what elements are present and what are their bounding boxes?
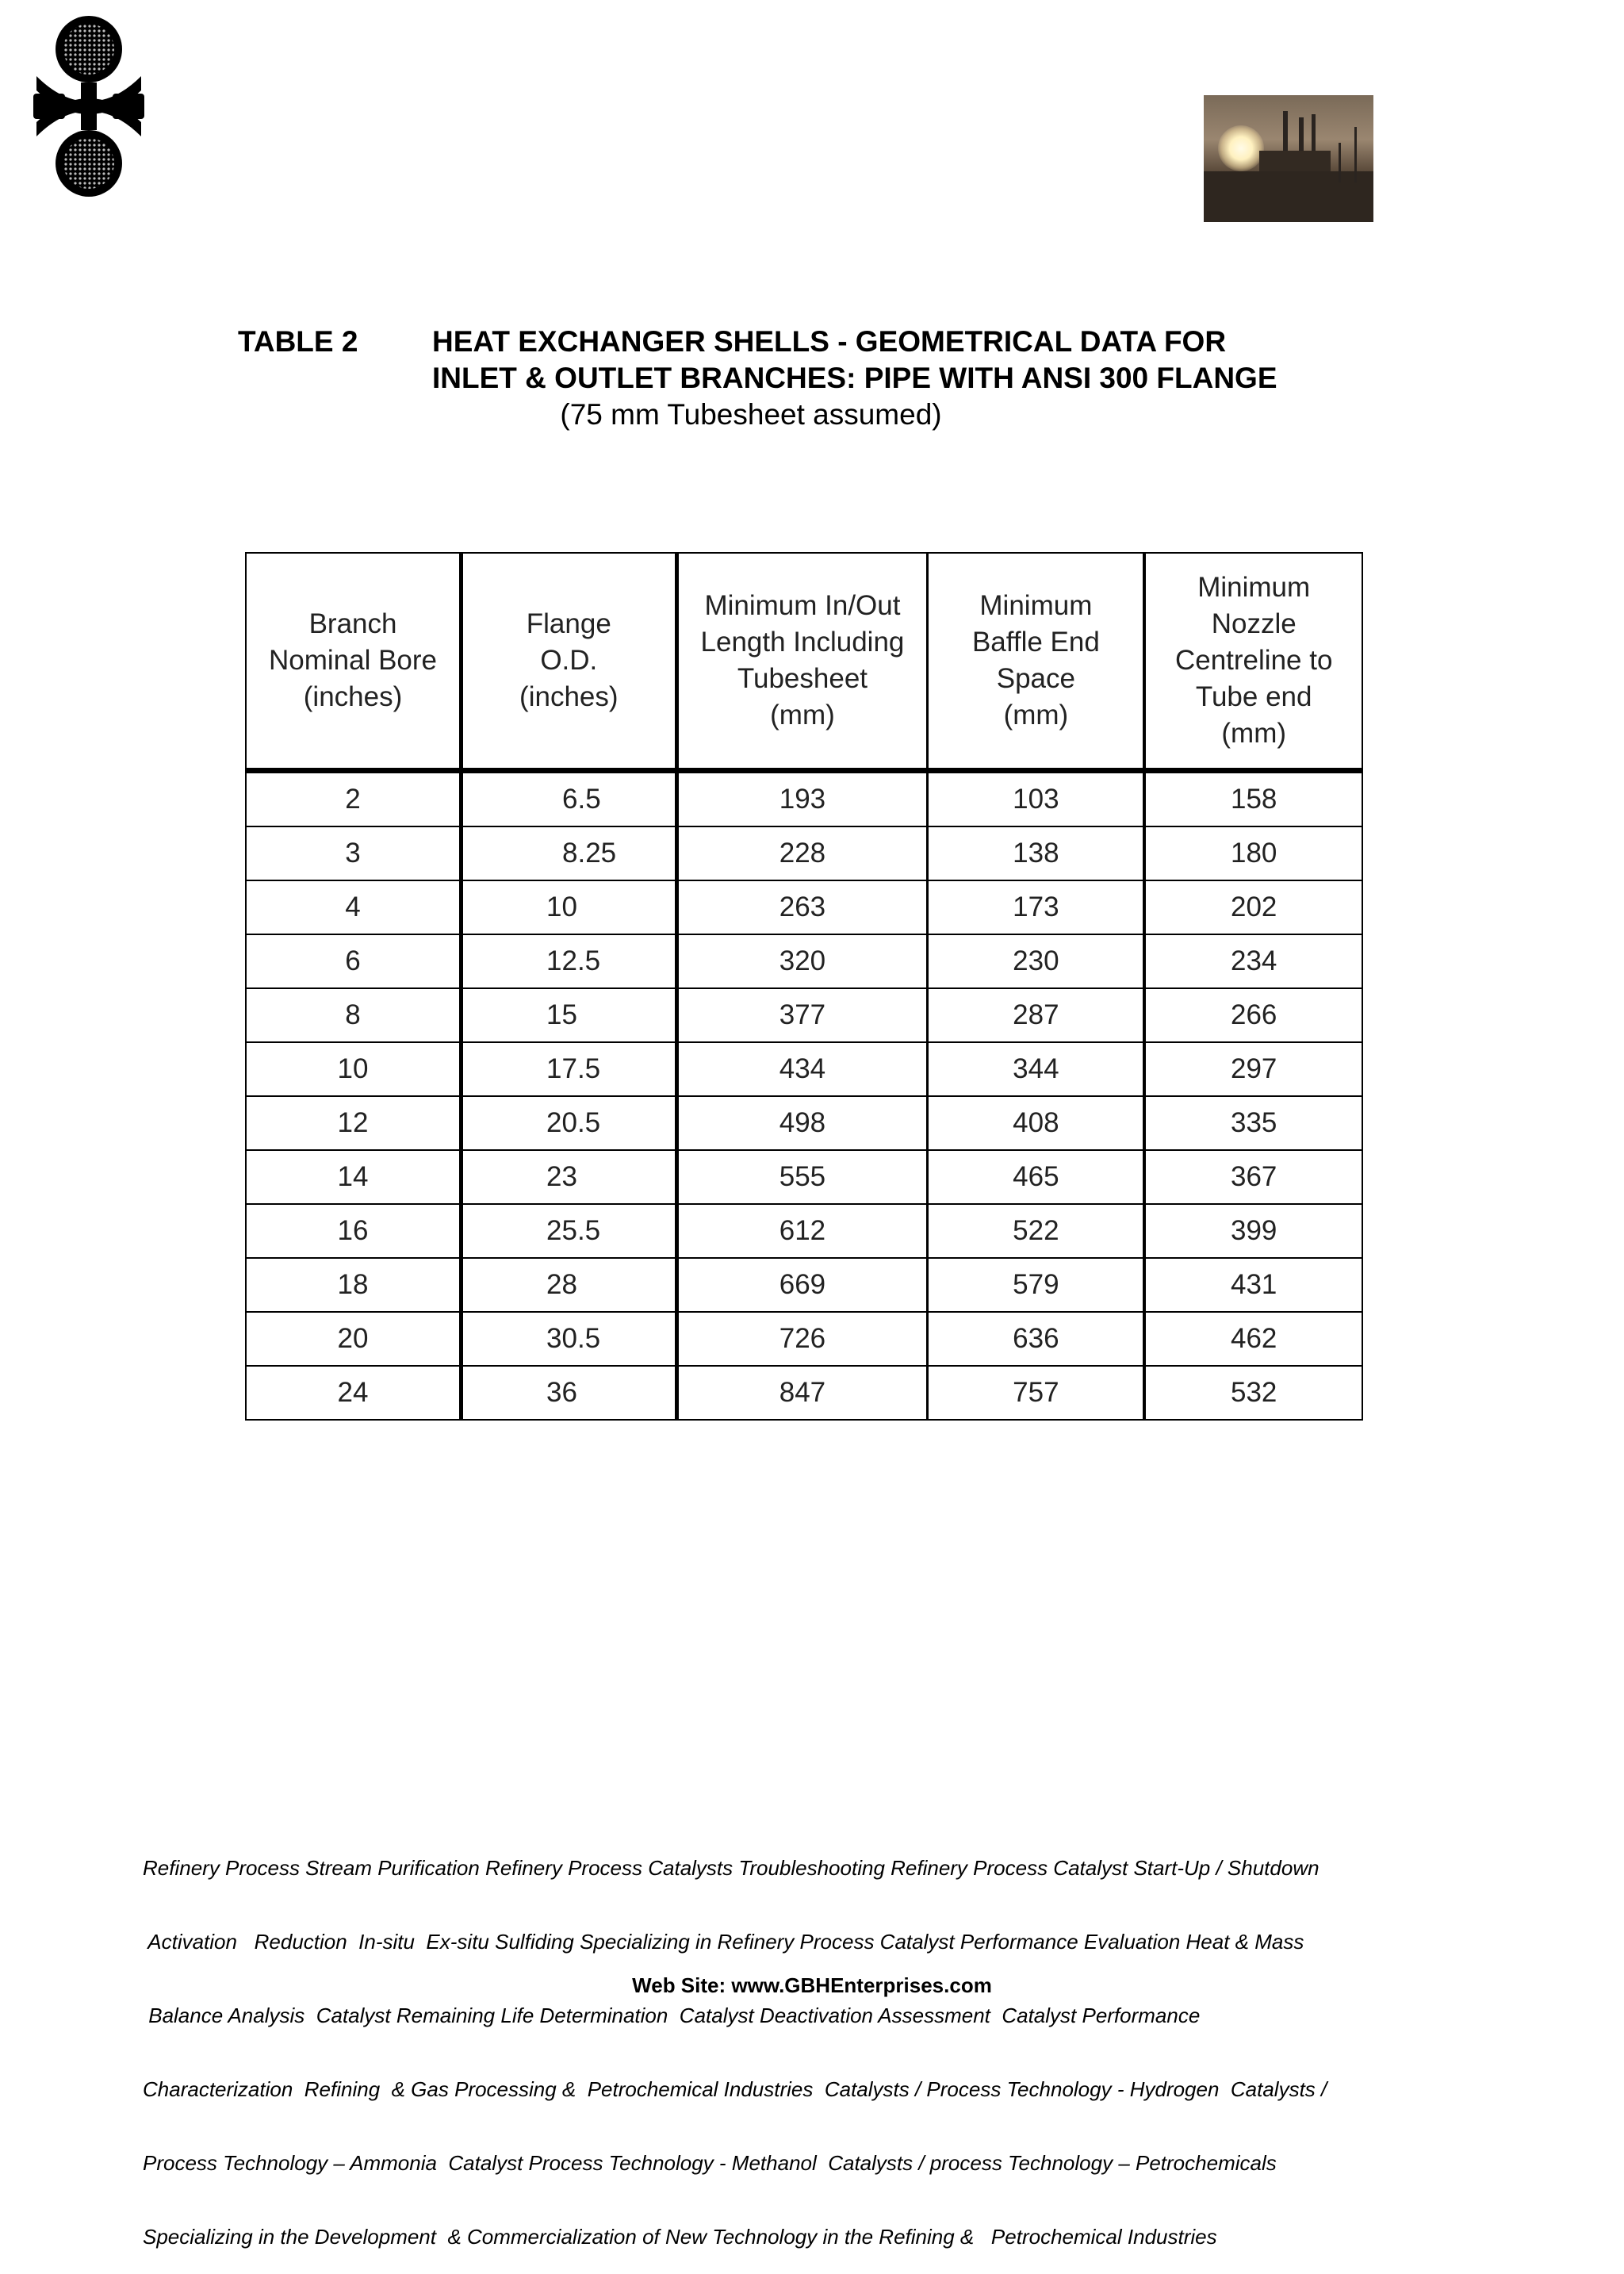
table-cell bbox=[462, 1366, 677, 1420]
cell-value: 431 bbox=[1231, 1269, 1277, 1300]
footer-line: Activation Reduction In-situ Ex-situ Sulfiding Specializing in Refinery Process Catalyst Performance Evaluation Heat & Mass bbox=[143, 1930, 1304, 1954]
cell-value: 3 bbox=[345, 838, 361, 869]
table-cell bbox=[1144, 1258, 1362, 1312]
table-cell bbox=[246, 880, 462, 934]
header-nozzle-centreline bbox=[1144, 553, 1362, 771]
table-cell bbox=[676, 1096, 928, 1150]
website-link[interactable]: Web Site: www.GBHEnterprises.com bbox=[632, 1973, 992, 1997]
table-cell bbox=[462, 880, 677, 934]
table-cell bbox=[246, 1258, 462, 1312]
cell-value: 20 bbox=[337, 1323, 369, 1354]
cell-value: 18 bbox=[337, 1269, 369, 1300]
cell-value: 12 bbox=[337, 1107, 369, 1138]
header-min-length bbox=[676, 553, 928, 771]
cell-value: 20.5 bbox=[546, 1107, 601, 1138]
cell-value: 30.5 bbox=[546, 1323, 601, 1354]
table-cell bbox=[462, 1312, 677, 1366]
cell-value: 344 bbox=[1013, 1053, 1059, 1084]
table-row bbox=[246, 1096, 1362, 1150]
header-text: (mm) bbox=[1221, 718, 1287, 749]
table-row bbox=[246, 1366, 1362, 1420]
header-text: (inches) bbox=[519, 681, 619, 712]
header-text: Baffle End bbox=[971, 627, 1100, 658]
table-cell bbox=[928, 1096, 1145, 1150]
cell-value: 17.5 bbox=[546, 1053, 601, 1084]
cell-value: 158 bbox=[1231, 784, 1277, 815]
table-cell bbox=[676, 1312, 928, 1366]
cell-value: 4 bbox=[345, 892, 361, 922]
table-cell bbox=[928, 880, 1145, 934]
cell-value: 408 bbox=[1013, 1107, 1059, 1138]
cell-value: 669 bbox=[779, 1269, 826, 1300]
cell-value: 555 bbox=[779, 1161, 826, 1192]
cell-value: 103 bbox=[1013, 784, 1059, 815]
table-cell bbox=[676, 1150, 928, 1204]
table-number: TABLE 2 bbox=[238, 325, 358, 358]
footer-line: Process Technology – Ammonia Catalyst Process Technology - Methanol Catalysts / process Technology – Petrochemicals bbox=[143, 2151, 1277, 2175]
cell-value: 522 bbox=[1013, 1215, 1059, 1246]
cell-value: 23 bbox=[546, 1161, 577, 1192]
footer-line: Refinery Process Stream Purification Refinery Process Catalysts Troubleshooting Refinery Process Catalyst Start-Up / Shutdown bbox=[143, 1856, 1320, 1880]
table-cell bbox=[246, 1042, 462, 1096]
table-cell bbox=[462, 1258, 677, 1312]
table-cell bbox=[1144, 988, 1362, 1042]
cell-value: 636 bbox=[1013, 1323, 1059, 1354]
cell-value: 320 bbox=[779, 945, 826, 976]
subtitle-text: (75 mm Tubesheet assumed) bbox=[560, 398, 942, 431]
cell-value: 263 bbox=[779, 892, 826, 922]
table-cell bbox=[462, 988, 677, 1042]
cell-value: 579 bbox=[1013, 1269, 1059, 1300]
table-row bbox=[246, 934, 1362, 988]
table-cell bbox=[1144, 1042, 1362, 1096]
table-cell bbox=[676, 771, 928, 827]
cell-value: 12.5 bbox=[546, 945, 601, 976]
table-cell bbox=[462, 1204, 677, 1258]
footer-line: Balance Analysis Catalyst Remaining Life Determination Catalyst Deactivation Assessment Catalyst Performance bbox=[143, 2004, 1201, 2027]
cell-value: 465 bbox=[1013, 1161, 1059, 1192]
table-cell bbox=[246, 934, 462, 988]
table-cell bbox=[928, 826, 1145, 880]
header-text: Nozzle bbox=[1211, 608, 1297, 639]
cell-value: 16 bbox=[337, 1215, 369, 1246]
cell-value: 335 bbox=[1231, 1107, 1277, 1138]
cell-value: 377 bbox=[779, 999, 826, 1030]
table-row bbox=[246, 988, 1362, 1042]
cell-value: 228 bbox=[779, 838, 826, 869]
footer-line: Specializing in the Development & Commercialization of New Technology in the Refining & Petrochemical Industries bbox=[143, 2225, 1217, 2249]
header-text: Centreline to bbox=[1174, 645, 1333, 676]
table-cell bbox=[928, 1150, 1145, 1204]
cell-value: 28 bbox=[546, 1269, 577, 1300]
cell-value: 24 bbox=[337, 1377, 369, 1408]
header-text: Minimum bbox=[1197, 572, 1311, 603]
header-text: Space bbox=[996, 663, 1075, 694]
cell-value: 434 bbox=[779, 1053, 826, 1084]
header-text: Minimum bbox=[979, 590, 1093, 621]
cell-value: 193 bbox=[779, 784, 826, 815]
table-row bbox=[246, 1258, 1362, 1312]
table-cell bbox=[928, 1042, 1145, 1096]
cell-value: 462 bbox=[1231, 1323, 1277, 1354]
cell-value: 6.5 bbox=[562, 784, 601, 815]
header-flange-od bbox=[462, 553, 677, 771]
cell-value: 173 bbox=[1013, 892, 1059, 922]
table-cell bbox=[1144, 826, 1362, 880]
table-cell bbox=[676, 1204, 928, 1258]
table-cell bbox=[246, 826, 462, 880]
header-text: (inches) bbox=[303, 681, 403, 712]
header-branch-bore bbox=[246, 553, 462, 771]
table-cell bbox=[246, 988, 462, 1042]
table-row bbox=[246, 1150, 1362, 1204]
table-title bbox=[238, 324, 1427, 397]
table-cell bbox=[928, 1258, 1145, 1312]
table-cell bbox=[928, 988, 1145, 1042]
cell-value: 138 bbox=[1013, 838, 1059, 869]
table-cell bbox=[246, 1312, 462, 1366]
table-cell bbox=[462, 1096, 677, 1150]
cell-value: 757 bbox=[1013, 1377, 1059, 1408]
table-cell bbox=[676, 880, 928, 934]
header-baffle-space bbox=[928, 553, 1145, 771]
table-row bbox=[246, 880, 1362, 934]
refinery-photo bbox=[1204, 95, 1373, 222]
table-cell bbox=[462, 1042, 677, 1096]
table-cell bbox=[928, 771, 1145, 827]
gbh-logo-icon bbox=[30, 14, 147, 198]
table-cell bbox=[462, 826, 677, 880]
table-cell bbox=[928, 1204, 1145, 1258]
table-row bbox=[246, 826, 1362, 880]
cell-value: 6 bbox=[345, 945, 361, 976]
table-cell bbox=[462, 934, 677, 988]
cell-value: 532 bbox=[1231, 1377, 1277, 1408]
cell-value: 8.25 bbox=[562, 838, 617, 869]
table-cell bbox=[246, 1096, 462, 1150]
table-row bbox=[246, 1042, 1362, 1096]
table-cell bbox=[246, 771, 462, 827]
geometry-table bbox=[245, 552, 1363, 1421]
header-text: O.D. bbox=[540, 645, 598, 676]
table-cell bbox=[676, 826, 928, 880]
header-text: Minimum In/Out bbox=[704, 590, 901, 621]
cell-value: 36 bbox=[546, 1377, 577, 1408]
table-cell bbox=[676, 1366, 928, 1420]
header-text: Tube end bbox=[1195, 681, 1312, 712]
table-cell bbox=[1144, 1366, 1362, 1420]
table-cell bbox=[676, 1042, 928, 1096]
table-row bbox=[246, 1312, 1362, 1366]
cell-value: 297 bbox=[1231, 1053, 1277, 1084]
cell-value: 15 bbox=[546, 999, 577, 1030]
header-text: Branch bbox=[308, 608, 397, 639]
cell-value: 847 bbox=[779, 1377, 826, 1408]
cell-value: 10 bbox=[546, 892, 577, 922]
table-cell bbox=[1144, 1204, 1362, 1258]
table-cell bbox=[462, 771, 677, 827]
header-text: (mm) bbox=[1003, 700, 1069, 731]
title-line-2: INLET & OUTLET BRANCHES: PIPE WITH ANSI 300 FLANGE bbox=[432, 362, 1277, 394]
cell-value: 287 bbox=[1013, 999, 1059, 1030]
cell-value: 399 bbox=[1231, 1215, 1277, 1246]
cell-value: 202 bbox=[1231, 892, 1277, 922]
cell-value: 25.5 bbox=[546, 1215, 601, 1246]
table-cell bbox=[928, 1312, 1145, 1366]
table-cell bbox=[676, 934, 928, 988]
table-row bbox=[246, 1204, 1362, 1258]
table-cell bbox=[246, 1204, 462, 1258]
table-subtitle bbox=[238, 397, 1427, 433]
cell-value: 498 bbox=[779, 1107, 826, 1138]
cell-value: 14 bbox=[337, 1161, 369, 1192]
table-cell bbox=[1144, 880, 1362, 934]
title-line-1: HEAT EXCHANGER SHELLS - GEOMETRICAL DATA FOR bbox=[432, 325, 1227, 358]
table-cell bbox=[246, 1366, 462, 1420]
header-text: Nominal Bore bbox=[268, 645, 438, 676]
table-cell bbox=[462, 1150, 677, 1204]
header-row bbox=[246, 553, 1362, 771]
table-cell bbox=[1144, 771, 1362, 827]
table-body bbox=[246, 771, 1362, 1421]
table-cell bbox=[928, 1366, 1145, 1420]
cell-value: 367 bbox=[1231, 1161, 1277, 1192]
footer-services-text bbox=[143, 1807, 1380, 2274]
table-cell bbox=[1144, 1150, 1362, 1204]
table-cell bbox=[1144, 934, 1362, 988]
cell-value: 10 bbox=[337, 1053, 369, 1084]
table-row bbox=[246, 771, 1362, 827]
cell-value: 230 bbox=[1013, 945, 1059, 976]
cell-value: 726 bbox=[779, 1323, 826, 1354]
header-text: (mm) bbox=[770, 700, 835, 731]
header-text: Length Including bbox=[700, 627, 905, 658]
table-cell bbox=[246, 1150, 462, 1204]
cell-value: 2 bbox=[345, 784, 361, 815]
table-cell bbox=[676, 988, 928, 1042]
cell-value: 234 bbox=[1231, 945, 1277, 976]
footer-line: Characterization Refining & Gas Processing & Petrochemical Industries Catalysts / Process Technology - Hydrogen Catalysts / bbox=[143, 2077, 1327, 2101]
cell-value: 612 bbox=[779, 1215, 826, 1246]
table-cell bbox=[1144, 1312, 1362, 1366]
header-text: Flange bbox=[526, 608, 611, 639]
cell-value: 180 bbox=[1231, 838, 1277, 869]
header-text: Tubesheet bbox=[737, 663, 868, 694]
cell-value: 8 bbox=[345, 999, 361, 1030]
table-cell bbox=[1144, 1096, 1362, 1150]
cell-value: 266 bbox=[1231, 999, 1277, 1030]
table-cell bbox=[928, 934, 1145, 988]
table-cell bbox=[676, 1258, 928, 1312]
